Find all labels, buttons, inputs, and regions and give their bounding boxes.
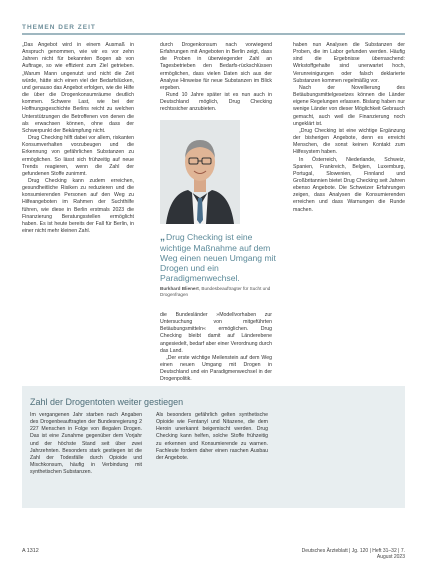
info-box-title: Zahl der Drogentoten weiter gestiegen (30, 397, 184, 407)
article-column-2-continued (160, 312, 272, 384)
paragraph: durch Drogenkonsum nach vorwiegend Erfahrungen mit Angeboten in Berlin zeigt, dass die Proben in überwiegender Zahl an Tagesbetrieben den Bedarfs-rückschlüssen ermöglichen, dass vielen Daten sich aus der Analyse Hinweise für neue Substanzen im Blick ergeben. (160, 42, 272, 91)
paragraph: Rund 10 Jahre später ist es nun auch in Deutschland möglich, Drug Checking rechtssicher anzubieten. (160, 92, 272, 113)
paragraph: Nach der Novellierung des Betäubungsmittelgesetzes können die Länder eigene Regelungen erlassen. Bislang haben nur wenige Länder von dieser Möglichkeit Gebrauch gemacht, auch weil die Finanzierung noch ungeklärt ist. (293, 84, 405, 127)
info-box-column-1: Im vergangenen Jahr starben nach Angaben des Drogenbeauftragten der Bundesregierung 2 227 Menschen in Folge von illegalen Drogen. Das ist eine Zunahme gegenüber dem Vorjahr und der höchste Stand seit über zwei Jahrzehnten. Besonders stark gestiegen ist die Zahl der Todesfälle durch Opioide und Mischkonsum, häufig in Verbindung mit synthetischen Substanzen. (30, 412, 142, 476)
caption-name: Burkhard Blienert (160, 286, 199, 291)
portrait-illustration (160, 120, 240, 224)
portrait-photo (160, 120, 240, 224)
info-box-column-2: Als besonders gefährlich gelten synthetische Opioide wie Fentanyl und Nitazene, die dem Heroin unerkannt beigemischt werden. Drug Checking kann helfen, solche Stoffe frühzeitig zu erkennen und Konsumierende zu warnen. Fachleute fordern daher einen raschen Ausbau der Angebote. (156, 412, 268, 461)
article-column-2 (160, 42, 272, 114)
paragraph: haben nun Analysen die Substanzen der Proben, die im Labor gefunden werden. Häufig sind die Ergebnisse überraschend: Wirkstoffgehalte sind unerwartet hoch, Verunreinigungen oder falsch deklarierte Substanzen kommen regelmäßig vor. (293, 42, 405, 84)
photo-caption: Burkhard Blienert, Bundesbeauftragter für Sucht und Drogenfragen (160, 286, 271, 297)
paragraph: Drug Checking hilft dabei vor allem, riskanten Konsumverhalten vorzubeugen und die Erkennung von gefährlichen Substanzen zu ermöglichen. So lässt sich frühzeitig auf neue Trends reagieren, wenn die Zahl der gefundenen Stoffe zunimmt. (22, 135, 134, 177)
page-number: A 1312 (22, 548, 39, 554)
paragraph: „Das Angebot wird in einem Ausmaß in Anspruch genommen, wie wir es vor zehn Jahren nicht für bekannten Bogen ab von Auftrage, so wie effizient zum Ziel getrieben. „Warum Mann ungenutzt und nicht die Zeit würde, hätte sich einen viel der Bedarfslücken, und genauso das Angebot erfolgen, wie die Hilfe die über die Drogenkonsumräume deutlich kommen. Schwere Last, wie bei der Hoffnungsgeschichte Berlins reicht zu welchen Unterstützungen die Betroffenen von denen die als erwachsen können, ohne dass der Schwerpunkt der Bekämpfung nicht. (22, 42, 134, 134)
caption-role: Bundesbeauftragter für Sucht und Drogenfragen (160, 286, 271, 297)
pull-quote-text: Drug Checking ist eine wichtige Maßnahme auf dem Weg einen neuen Umgang mit Drogen und ein Paradigmenwechsel. (160, 232, 276, 283)
article-column-3 (293, 42, 405, 214)
paragraph: „Der erste wichtige Meilenstein auf dem Weg einen neuen Umgang mit Drogen in Deutschland und ein Paradigmenwechsel in der Drogenpolitik. (160, 354, 272, 383)
pull-quote (160, 232, 280, 283)
paragraph: Drug Checking kann zudem erreichen, gesundheitliche Risiken zu reduzieren und die konsumierenden Personen auf den Weg zu Hilfeangeboten im Rahmen der Suchthilfe führen, wie diese in Berlin erstmals 2023 die Finanzierung Beratungsstellen ermöglicht haben. Es ist heute bereits der Fall für Berlin, in einer nicht mehr kleinen Zahl. (22, 177, 134, 235)
paragraph: In Österreich, Niederlande, Schweiz, Spanien, Frankreich, Belgien, Luxemburg, Portugal, Slowenien, Finnland und Großbritannien bietet Drug Checking seit Jahren ebenso Angebote. Die Schweizer Erfahrungen zeigen, dass Analysen die Konsumierenden erreichen und dass Warnungen die Runde machen. (293, 156, 405, 213)
section-divider (22, 33, 405, 35)
article-column-1 (22, 42, 134, 235)
quote-mark: „ (160, 232, 165, 243)
paragraph: „Drug Checking ist eine wichtige Ergänzung der bisherigen Angebote, denn es erreicht Menschen, die sonst keinen Kontakt zum Hilfesystem haben. (293, 127, 405, 156)
journal-citation: Deutsches Ärzteblatt | Jg. 120 | Heft 31–32 | 7. August 2023 (301, 548, 405, 560)
paragraph: die Bundesländer »Modellvorhaben zur Untersuchung von mitgeführten Betäubungsmitteln« ermöglichen. Drug Checking bleibt damit auf Länderebene angesiedelt, bedarf aber einer Verordnung durch das Land. (160, 312, 272, 354)
section-label: THEMEN DER ZEIT (22, 24, 96, 31)
